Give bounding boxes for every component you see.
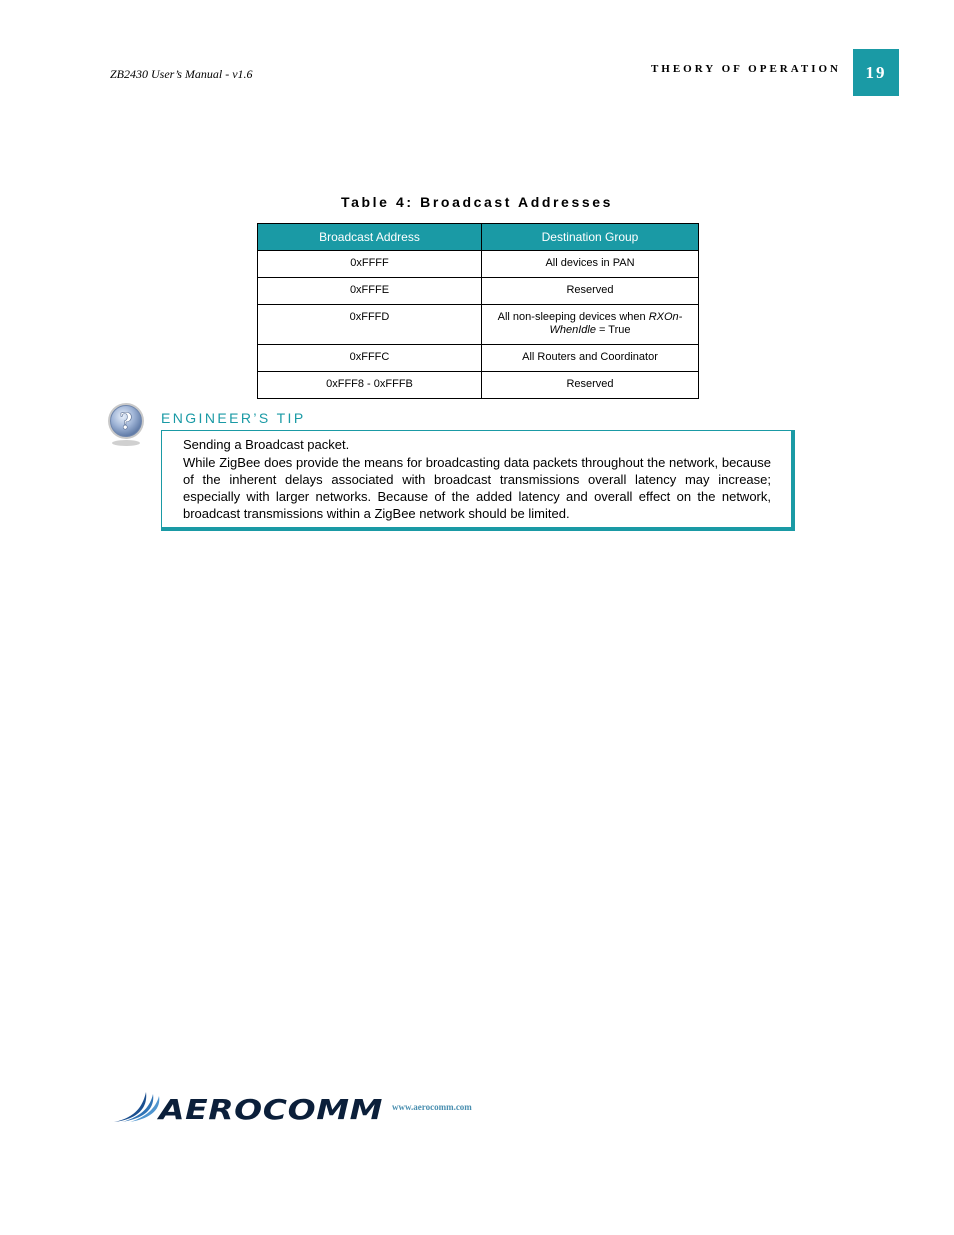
tip-title: Sending a Broadcast packet. [183, 437, 350, 452]
destination-group-cell: All Routers and Coordinator [482, 345, 699, 372]
engineers-tip-box [161, 430, 795, 531]
svg-text:?: ? [119, 409, 133, 435]
table-caption: Table 4: Broadcast Addresses [341, 194, 613, 210]
column-header-destination-group: Destination Group [482, 224, 699, 251]
address-cell: 0xFFFF [258, 251, 482, 278]
destination-group-cell [482, 305, 699, 345]
group-text-suffix: = True [595, 324, 631, 336]
website-url: www.aerocomm.com [392, 1102, 472, 1112]
destination-group-cell: Reserved [482, 278, 699, 305]
table-header-row [258, 224, 699, 251]
address-cell: 0xFFF8 - 0xFFFB [258, 372, 482, 399]
group-text-italic: RXOn-WhenIdle [549, 311, 683, 336]
document-title: ZB2430 User’s Manual - v1.6 [110, 67, 253, 81]
group-text-prefix: All non-sleeping devices when [497, 311, 649, 323]
tip-body: While ZigBee does provide the means for broadcasting data packets throughout the network, because of the inherent delays associated with broadcast transmissions overall latency may increase; especially with larger networks. Because of the added latency and overall effect on the network, broadcast transmissions within a ZigBee network should be limited. [183, 455, 771, 521]
question-mark-icon [106, 401, 146, 447]
table-row [258, 345, 699, 372]
destination-group-cell: All devices in PAN [482, 251, 699, 278]
table-row [258, 278, 699, 305]
engineers-tip-heading: ENGINEER’S TIP [161, 410, 306, 426]
destination-group-cell: Reserved [482, 372, 699, 399]
page-number-badge: 19 [853, 49, 899, 96]
column-header-broadcast-address: Broadcast Address [258, 224, 482, 251]
broadcast-address-table [257, 223, 699, 399]
table-row [258, 372, 699, 399]
address-cell: 0xFFFC [258, 345, 482, 372]
section-title: THEORY OF OPERATION [650, 63, 841, 75]
logo-wordmark: AEROCOMM [156, 1093, 383, 1124]
aerocomm-logo [112, 1086, 387, 1124]
address-cell: 0xFFFE [258, 278, 482, 305]
table-row [258, 251, 699, 278]
address-cell: 0xFFFD [258, 305, 482, 345]
table-row [258, 305, 699, 345]
